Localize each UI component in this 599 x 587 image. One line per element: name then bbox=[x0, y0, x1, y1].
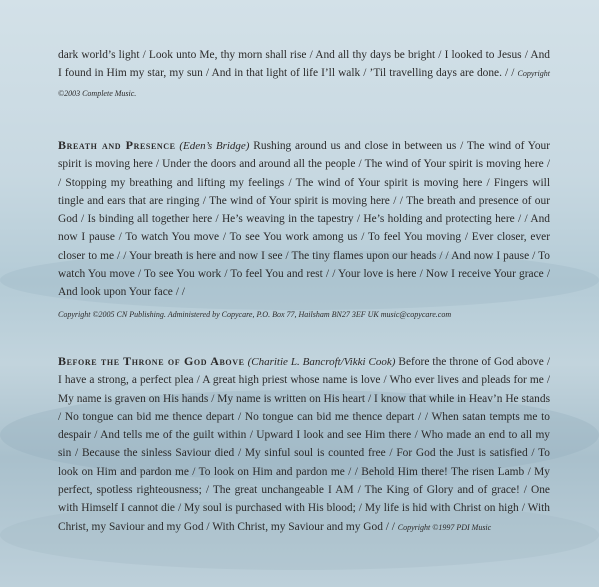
song-credit: (Eden’s Bridge) bbox=[179, 140, 250, 152]
song-credit: (Charitie L. Bancroft/Vikki Cook) bbox=[247, 356, 396, 368]
song-breath-and-presence bbox=[58, 136, 550, 324]
lyrics-paragraph bbox=[58, 136, 550, 302]
lyrics-text: dark world’s light / Look unto Me, thy morn shall rise / And all thy days be bright / I looked to Jesus / And I found in Him my star, my sun / And in that light of life I’ll walk / ’Til travelling days are done. / / bbox=[58, 49, 550, 80]
copyright-note: Copyright ©1997 PDI Music bbox=[397, 522, 492, 532]
song-title: Breath and Presence bbox=[58, 138, 176, 152]
lyrics-paragraph bbox=[58, 46, 550, 103]
copyright-note: Copyright ©2003 Complete Music. bbox=[58, 69, 550, 98]
lyrics-text: Before the throne of God above / I have a strong, a perfect plea / A great high priest whose name is love / Who ever lives and pleads for me / My name is graven on His hands / My name is written on His heart / I know that while in Heav’n He stands / No tongue can bid me thence depart / No tongue can bid me thence depart / / When satan tempts me to despair / And tells me of the guilt within / Upward I look and see Him there / Who made an end to all my sin / Because the sinless Saviour died / My sinful soul is counted free / For God the Just is satisfied / To look on Him and pardon me / To look on Him and pardon me / / Behold Him there! The risen Lamb / My perfect, spotless righteousness; / The great unchangeable I AM / The King of Glory and of grace! / One with Himself I cannot die / My soul is purchased with His blood; / My life is hid with Christ on high / With Christ, my Saviour and my God / With Christ, my Saviour and my God / / bbox=[58, 356, 550, 533]
lyrics-paragraph bbox=[58, 352, 550, 537]
song-title: Before the Throne of God Above bbox=[58, 354, 245, 368]
lyrics-text: Rushing around us and close in between us / The wind of Your spirit is moving here / Under the doors and around all the people / The wind of Your spirit is moving here / / Stopping my breathing and lifting my feelings / The wind of Your spirit is moving here / Fingers will tingle and ears that are ringing / The wind of Your spirit is moving here / / The breath and presence of our God / Is binding all together here / He’s weaving in the tapestry / He’s holding and protecting here / / And now I pause / To watch You move / To see You work among us / To feel You moving / Ever closer, ever closer to me / / Your breath is here and now I see / The tiny flames upon our heads / / And now I pause / To watch You move / To see You work / To feel You and rest / / Your love is here / Now I receive Your grace / And look upon Your face / / bbox=[58, 140, 550, 299]
copyright-note: Copyright ©2005 CN Publishing. Administered by Copycare, P.O. Box 77, Hailsham BN27 3EF UK music@copycare.com bbox=[58, 309, 452, 319]
song-before-the-throne bbox=[58, 352, 550, 537]
lyrics-block-continued bbox=[58, 46, 550, 103]
